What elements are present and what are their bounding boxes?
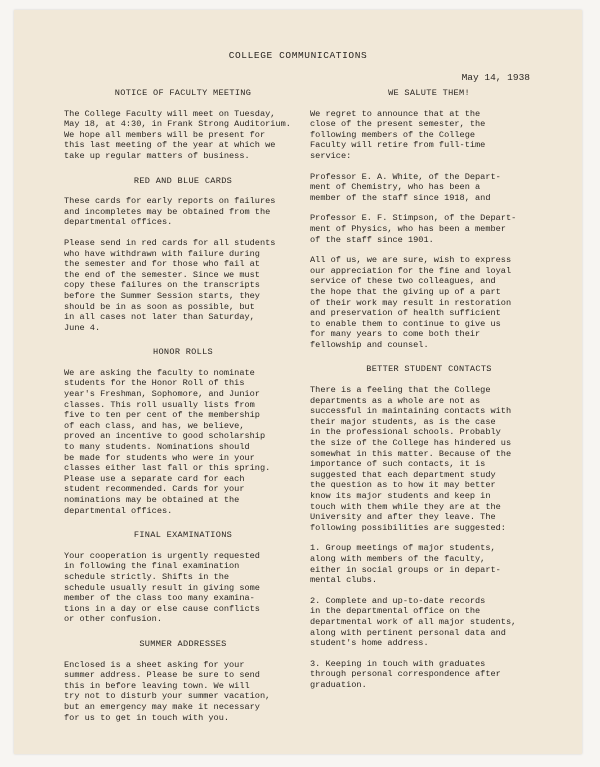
paragraph: Your cooperation is urgently requested in following the final examination schedule strictly. Shifts in the schedule usually result in giving some member of the class too many examina- tions in a day or else cause conflicts or other confusion. — [64, 550, 260, 625]
paragraph: 2. Complete and up-to-date records in the departmental office on the departmental work of all major students, along with pertinent personal data and student's home address. — [310, 595, 517, 649]
section-faculty-meeting — [64, 88, 302, 162]
section-better-contacts — [310, 364, 548, 690]
section-final-exams — [64, 530, 302, 625]
right-column — [310, 88, 548, 705]
document-page — [14, 10, 582, 754]
section-heading: NOTICE OF FACULTY MEETING — [114, 88, 252, 98]
left-column — [64, 88, 302, 737]
section-heading: WE SALUTE THEM! — [388, 88, 470, 98]
paragraph: Please send in red cards for all students who have withdrawn with failure during the semester and for those who fail at the end of the semester. Since we must copy these failures on the transcripts before the Summer Session starts, they should be in as soon as possible, but in all cases not later than Saturday, June 4. — [64, 237, 276, 333]
section-salute — [310, 88, 548, 350]
section-heading: SUMMER ADDRESSES — [139, 638, 227, 649]
section-summer-addresses — [64, 639, 302, 723]
section-heading: FINAL EXAMINATIONS — [133, 530, 233, 541]
section-heading: RED AND BLUE CARDS — [133, 175, 233, 186]
section-heading: BETTER STUDENT CONTACTS — [366, 364, 492, 375]
paragraph: There is a feeling that the College departments as a whole are not as successful in maintaining contacts with their major students, as is the case in the professional schools. Probably the size of the College has hindered us somewhat in this matter. Because of the importance of such contacts, it is suggested that each department study the question as to how it may better know its major students and keep in touch with them while they are at the University and after they leave. The following possibilities are suggested: — [310, 385, 512, 533]
paragraph: We are asking the faculty to nominate students for the Honor Roll of this year's Freshman, Sophomore, and Junior classes. This roll usually lists from five to ten per cent of the membership of each class, and has, we believe, proved an incentive to good scholarship to many students. Nominations should be made for students who were in your classes either last fall or this spring. Please use a separate card for each student recommended. Cards for your nominations may be obtained at the departmental offices. — [64, 367, 271, 516]
paragraph: 3. Keeping in touch with graduates through personal correspondence after graduation. — [310, 658, 501, 690]
paragraph: We regret to announce that at the close of the present semester, the following members of the College Faculty will retire from full-time service: — [310, 108, 486, 161]
document-title: COLLEGE COMMUNICATIONS — [228, 50, 368, 61]
paragraph: Enclosed is a sheet asking for your summer address. Please be sure to send this in before leaving town. We will try not to disturb your summer vacation, but an emergency may make it necessary for us to get in touch with you. — [64, 659, 271, 723]
paragraph: Professor E. F. Stimpson, of the Depart- ment of Physics, who has been a member of the staff since 1901. — [310, 213, 517, 245]
section-red-blue-cards — [64, 176, 302, 334]
paragraph: 1. Group meetings of major students, along with members of the faculty, either in social groups or in depart- mental clubs. — [310, 543, 501, 586]
paragraph: The College Faculty will meet on Tuesday, May 18, at 4:30, in Frank Strong Auditorium. We hope all members will be present for this last meeting of the year at which we take up regular matters of business. — [64, 108, 291, 161]
paragraph: Professor E. A. White, of the Depart- ment of Chemistry, who has been a member of the staff since 1918, and — [310, 171, 501, 203]
document-date: May 14, 1938 — [461, 72, 530, 83]
paragraph: All of us, we are sure, wish to express our appreciation for the fine and loyal service of these two colleagues, and the hope that the giving up of a part of their work may result in restoration and preservation of health sufficient to enable them to continue to give us for many years to come both their fellowship and counsel. — [310, 255, 512, 350]
paragraph: These cards for early reports on failures and incompletes may be obtained from the departmental offices. — [64, 196, 276, 228]
section-honor-rolls — [64, 347, 302, 516]
section-heading: HONOR ROLLS — [152, 347, 214, 358]
